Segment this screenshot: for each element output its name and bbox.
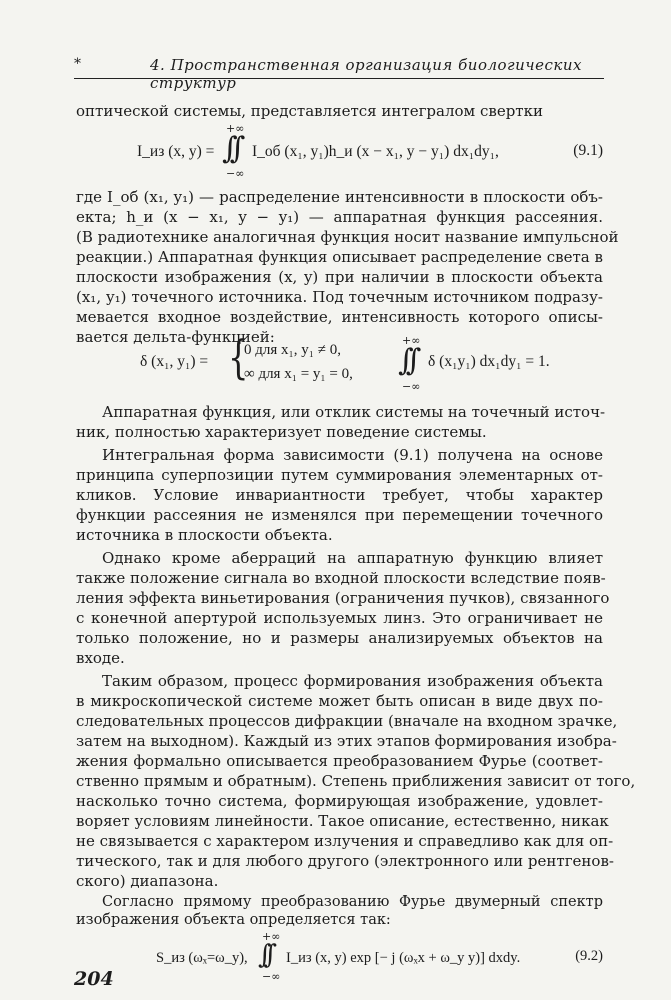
eq92-number: (9.2) <box>575 948 603 964</box>
eq92-lower-limit: −∞ <box>262 970 281 983</box>
delta-lhs: δ (x₁, y₁) = <box>140 353 209 370</box>
text-line: Аппаратная функция, или отклик системы на точечный источ- <box>102 403 606 421</box>
text-line: (В радиотехнике аналогичная функция носит название импульсной <box>76 228 619 246</box>
eq92-lhs: S_из (ωₓ=ω_y), <box>156 950 248 966</box>
text-line: насколько точно система, формирующая изображение, удовлет- <box>76 792 603 810</box>
delta-case-1: 0 для x₁, y₁ ≠ 0, <box>244 342 341 358</box>
delta-integrand: δ (x₁y₁) dx₁dy₁ = 1. <box>428 353 550 370</box>
text-line: изображения объекта определяется так: <box>76 912 391 928</box>
text-line: ник, полностью характеризует поведение системы. <box>76 423 487 441</box>
eq92-integrand: I_из (x, y) exp [− j (ωₓx + ω_y y)] dxdy. <box>286 950 521 966</box>
text-line: не связывается с характером излучения и справедливо как для оп- <box>76 832 614 850</box>
text-line: жения формально описывается преобразованием Фурье (соответ- <box>76 752 603 770</box>
double-integral-icon: ∫∫ <box>258 940 270 970</box>
text-line: тического, так и для любого другого (электронного или рентгенов- <box>76 852 614 870</box>
text-line: затем на выходном). Каждый из этих этапов формирования изобра- <box>76 732 617 750</box>
text-line: ления эффекта виньетирования (ограничения пучков), связанного <box>76 589 610 607</box>
left-brace-icon: { <box>228 330 249 384</box>
double-integral-icon: ∫∫ <box>222 131 238 166</box>
text-line: Таким образом, процесс формирования изображения объекта <box>102 672 603 690</box>
text-line: Интегральная форма зависимости (9.1) получена на основе <box>102 446 603 464</box>
eq91-lhs: I_из (x, y) = <box>137 143 215 160</box>
text-line: екта; h_и (x − x₁, y − y₁) — аппаратная функция рассеяния. <box>76 208 603 226</box>
text-line: следовательных процессов дифракции (вначале на входном зрачке, <box>76 712 618 730</box>
page-number: 204 <box>74 968 114 990</box>
text-line: где I_об (x₁, y₁) — распределение интенсивности в плоскости объ- <box>76 188 603 206</box>
delta-lower-limit: −∞ <box>402 380 421 393</box>
eq91-lower-limit: −∞ <box>226 167 245 180</box>
text-line: воряет условиям линейности. Такое описание, естественно, никак <box>76 812 609 830</box>
text-line: (x₁, y₁) точечного источника. Под точечным источником подразу- <box>76 288 603 306</box>
text-line: только положение, но и размеры анализируемых объектов на <box>76 629 603 647</box>
text-line: ственно прямым и обратным). Степень приближения зависит от того, <box>76 772 636 790</box>
text-line: оптической системы, представляется интегралом свертки <box>76 102 543 120</box>
text-line: принципа суперпозиции путем суммирования элементарных от- <box>76 466 603 484</box>
text-line: плоскости изображения (x, y) при наличии в плоскости объекта <box>76 268 603 286</box>
delta-case-2: ∞ для x₁ = y₁ = 0, <box>244 366 353 382</box>
header-title: 4. Пространственная организация биологических структур <box>150 56 582 92</box>
double-integral-icon: ∫∫ <box>398 343 414 378</box>
text-line: также положение сигнала во входной плоскости вследствие появ- <box>76 569 606 587</box>
text-line: Однако кроме аберраций на аппаратную функцию влияет <box>102 549 603 567</box>
text-line: источника в плоскости объекта. <box>76 526 333 544</box>
text-line: с конечной апертурой используемых линз. Это ограничивает не <box>76 609 603 627</box>
header-marker: * <box>74 56 82 72</box>
text-line: реакции.) Аппаратная функция описывает распределение света в <box>76 248 603 266</box>
delta-upper-limit: +∞ <box>402 334 421 347</box>
running-header <box>74 56 604 92</box>
text-line: в микроскопической системе может быть описан в виде двух по- <box>76 692 603 710</box>
eq91-integrand: I_об (x₁, y₁)h_и (x − x₁, y − y₁) dx₁dy₁, <box>252 143 499 160</box>
text-line: вается дельта-функцией: <box>76 328 275 346</box>
eq91-number: (9.1) <box>573 142 603 159</box>
eq91-upper-limit: +∞ <box>226 122 245 135</box>
eq92-upper-limit: +∞ <box>262 930 281 943</box>
text-line: функции рассеяния не изменялся при перемещении точечного <box>76 506 603 524</box>
text-line: кликов. Условие инвариантности требует, чтобы характер <box>76 486 603 504</box>
text-line: входе. <box>76 649 125 667</box>
text-line: Согласно прямому преобразованию Фурье двумерный спектр <box>102 894 603 910</box>
text-line: мевается входное воздействие, интенсивность которого описы- <box>76 308 603 326</box>
text-line: ского) диапазона. <box>76 872 219 890</box>
